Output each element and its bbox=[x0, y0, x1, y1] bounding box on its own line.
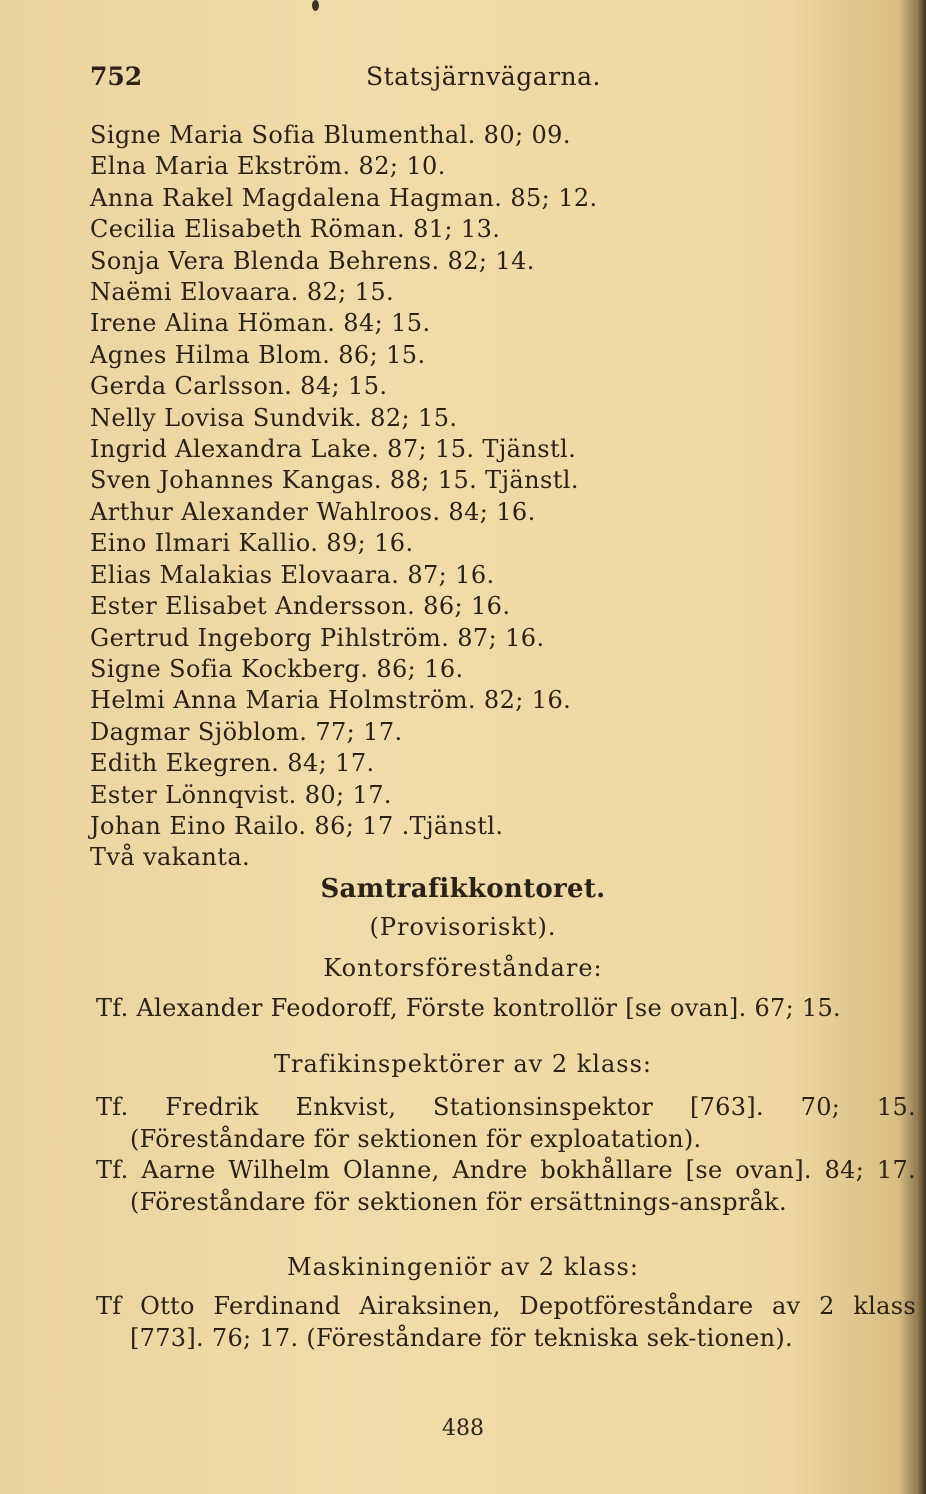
paragraph-olanne: Tf. Aarne Wilhelm Olanne, Andre bokhållare [se ovan]. 84; 17. (Föreståndare för sektionen för ersättnings-anspråk. bbox=[96, 1156, 916, 1216]
list-item: Sonja Vera Blenda Behrens. 82; 14. bbox=[90, 246, 535, 275]
list-item: Nelly Lovisa Sundvik. 82; 15. bbox=[90, 403, 458, 432]
section-subtitle: (Provisoriskt). bbox=[369, 913, 557, 941]
list-item: Agnes Hilma Blom. 86; 15. bbox=[90, 340, 426, 369]
paragraph-traffic-inspectors bbox=[96, 1092, 916, 1218]
list-item: Signe Maria Sofia Blumenthal. 80; 09. bbox=[90, 121, 571, 149]
list-item: Naëmi Elovaara. 82; 15. bbox=[90, 278, 395, 307]
ink-spot bbox=[312, 0, 319, 11]
paragraph-airaksinen: Tf Otto Ferdinand Airaksinen, Depotföreståndare av 2 klass [773]. 76; 17. (Föreståndare för tekniska sek-tionen). bbox=[96, 1292, 916, 1352]
sheet-number: 488 bbox=[442, 1416, 484, 1441]
list-item: Ester Elisabet Andersson. 86; 16. bbox=[90, 592, 511, 621]
list-item: Elna Maria Ekström. 82; 10. bbox=[90, 152, 446, 181]
list-item: Gerda Carlsson. 84; 15. bbox=[90, 372, 388, 401]
list-item: Sven Johannes Kangas. 88; 15. Tjänstl. bbox=[90, 466, 579, 495]
list-item: Ester Lönnqvist. 80; 17. bbox=[90, 780, 392, 809]
list-item: Gertrud Ingeborg Pihlström. 87; 16. bbox=[90, 623, 545, 652]
list-item: Ingrid Alexandra Lake. 87; 15. Tjänstl. bbox=[90, 435, 577, 464]
list-item: Dagmar Sjöblom. 77; 17. bbox=[90, 717, 403, 746]
page-number: 752 bbox=[90, 62, 143, 91]
paragraph-office-head: Tf. Alexander Feodoroff, Förste kontrollör [se ovan]. 67; 15. bbox=[96, 994, 841, 1022]
role-heading-traffic-inspectors: Trafikinspektörer av 2 klass: bbox=[274, 1050, 652, 1078]
list-item: Edith Ekegren. 84; 17. bbox=[90, 749, 375, 778]
running-title: Statsjärnvägarna. bbox=[366, 62, 602, 91]
list-item: Signe Sofia Kockberg. 86; 16. bbox=[90, 654, 464, 683]
list-item: Arthur Alexander Wahlroos. 84; 16. bbox=[90, 497, 536, 526]
role-heading-office-head: Kontorsföreståndare: bbox=[323, 954, 603, 982]
list-item: Anna Rakel Magdalena Hagman. 85; 12. bbox=[90, 183, 598, 212]
list-item: Helmi Anna Maria Holmström. 82; 16. bbox=[90, 686, 572, 715]
role-heading-mechanical-engineer: Maskiningeniör av 2 klass: bbox=[287, 1253, 639, 1281]
list-item: Eino Ilmari Kallio. 89; 16. bbox=[90, 529, 414, 558]
list-item: Cecilia Elisabeth Röman. 81; 13. bbox=[90, 215, 501, 244]
paragraph-enkvist: Tf. Fredrik Enkvist, Stationsinspektor [763]. 70; 15. (Föreståndare för sektionen för exploatation). bbox=[96, 1093, 916, 1153]
section-title: Samtrafikkontoret. bbox=[320, 874, 606, 904]
list-item: Johan Eino Railo. 86; 17 .Tjänstl. bbox=[90, 811, 504, 840]
staff-list bbox=[90, 120, 598, 874]
list-item: Elias Malakias Elovaara. 87; 16. bbox=[90, 560, 495, 589]
list-item: Två vakanta. bbox=[90, 843, 251, 872]
list-item: Irene Alina Höman. 84; 15. bbox=[90, 309, 431, 338]
